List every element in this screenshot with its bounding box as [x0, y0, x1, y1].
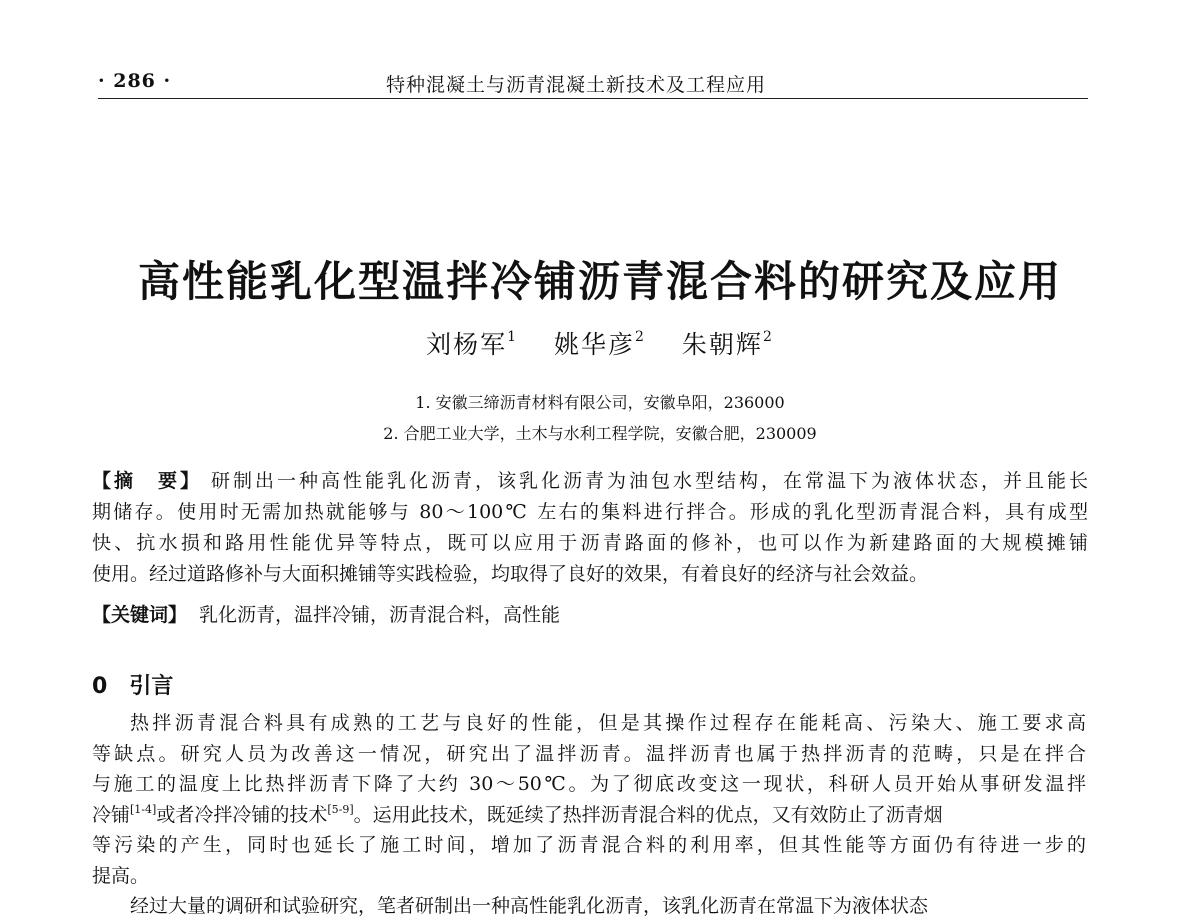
affiliation-2: 2. 合肥工业大学，土木与水利工程学院，安徽合肥，230009 — [383, 424, 817, 443]
affiliation-mark: 2 — [635, 329, 646, 345]
body-line — [92, 800, 1086, 831]
abstract-text: 研制出一种高性能乳化沥青，该乳化沥青为油包水型结构，在常温下为液体状态，并且能长 — [211, 470, 1088, 492]
abstract-label: 【摘 要】 — [92, 470, 202, 492]
affiliation-mark: 2 — [762, 329, 774, 345]
keywords-text: 乳化沥青，温拌冷铺，沥青混合料，高性能 — [199, 604, 561, 626]
abstract — [92, 466, 1088, 590]
body-line: 提高。 — [92, 864, 150, 887]
author-list — [0, 328, 1200, 362]
citation-ref: [1-4] — [130, 802, 157, 816]
affiliation-mark: 1 — [507, 329, 519, 345]
body-text-segment: 或者冷拌冷铺的技术 — [156, 803, 328, 826]
abstract-line: 使用。经过道路修补与大面积摊铺等实践检验，均取得了良好的效果，有着良好的经济与社会效益。 — [92, 563, 929, 585]
section-number: 0 — [92, 674, 108, 699]
author-1 — [426, 330, 518, 359]
author-2 — [554, 330, 646, 359]
affiliation-1: 1. 安徽三缔沥青材料有限公司，安徽阜阳，236000 — [415, 393, 785, 412]
abstract-line: 快、抗水损和路用性能优异等特点，既可以应用于沥青路面的修补，也可以作为新建路面的大规模摊铺 — [92, 532, 1088, 554]
author-name: 姚华彦 — [554, 330, 636, 359]
abstract-line: 期储存。使用时无需加热就能够与 80～100℃ 左右的集料进行拌合。形成的乳化型沥青混合料，具有成型 — [92, 501, 1088, 523]
author-3 — [682, 330, 774, 359]
page-number: · 286 · — [98, 70, 172, 92]
body-text-segment: 。运用此技术，既延续了热拌沥青混合料的优点，又有效防止了沥青烟 — [353, 803, 943, 826]
body-text-segment: 冷铺 — [92, 803, 131, 826]
body-line: 与施工的温度上比热拌沥青下降了大约 30～50℃。为了彻底改变这一现状，科研人员开始从事研发温拌 — [92, 773, 1086, 795]
keywords-label: 【关键词】 — [92, 604, 188, 626]
body-paragraph — [92, 708, 1086, 922]
article-title: 高性能乳化型温拌冷铺沥青混合料的研究及应用 — [137, 257, 1062, 306]
author-name: 刘杨军 — [426, 330, 508, 359]
citation-ref: [5-9] — [327, 802, 354, 816]
abstract-line — [92, 466, 1088, 497]
body-line: 等缺点。研究人员为改善这一情况，研究出了温拌沥青。温拌沥青也属于热拌沥青的范畴，只是在拌合 — [92, 742, 1086, 765]
journal-title: 特种混凝土与沥青混凝土新技术及工程应用 — [386, 74, 767, 96]
author-name: 朱朝辉 — [681, 330, 763, 359]
body-line: 等污染的产生，同时也延长了施工时间，增加了沥青混合料的利用率，但其性能等方面仍有待进一步的 — [92, 834, 1086, 856]
running-header — [98, 66, 1088, 99]
section-title: 引言 — [129, 674, 174, 699]
body-line: 经过大量的调研和试验研究，笔者研制出一种高性能乳化沥青，该乳化沥青在常温下为液体状态 — [130, 895, 929, 917]
section-heading — [92, 672, 173, 702]
keywords — [92, 600, 1088, 630]
body-line: 热拌沥青混合料具有成熟的工艺与良好的性能，但是其操作过程存在能耗高、污染大、施工要求高 — [130, 712, 1086, 734]
